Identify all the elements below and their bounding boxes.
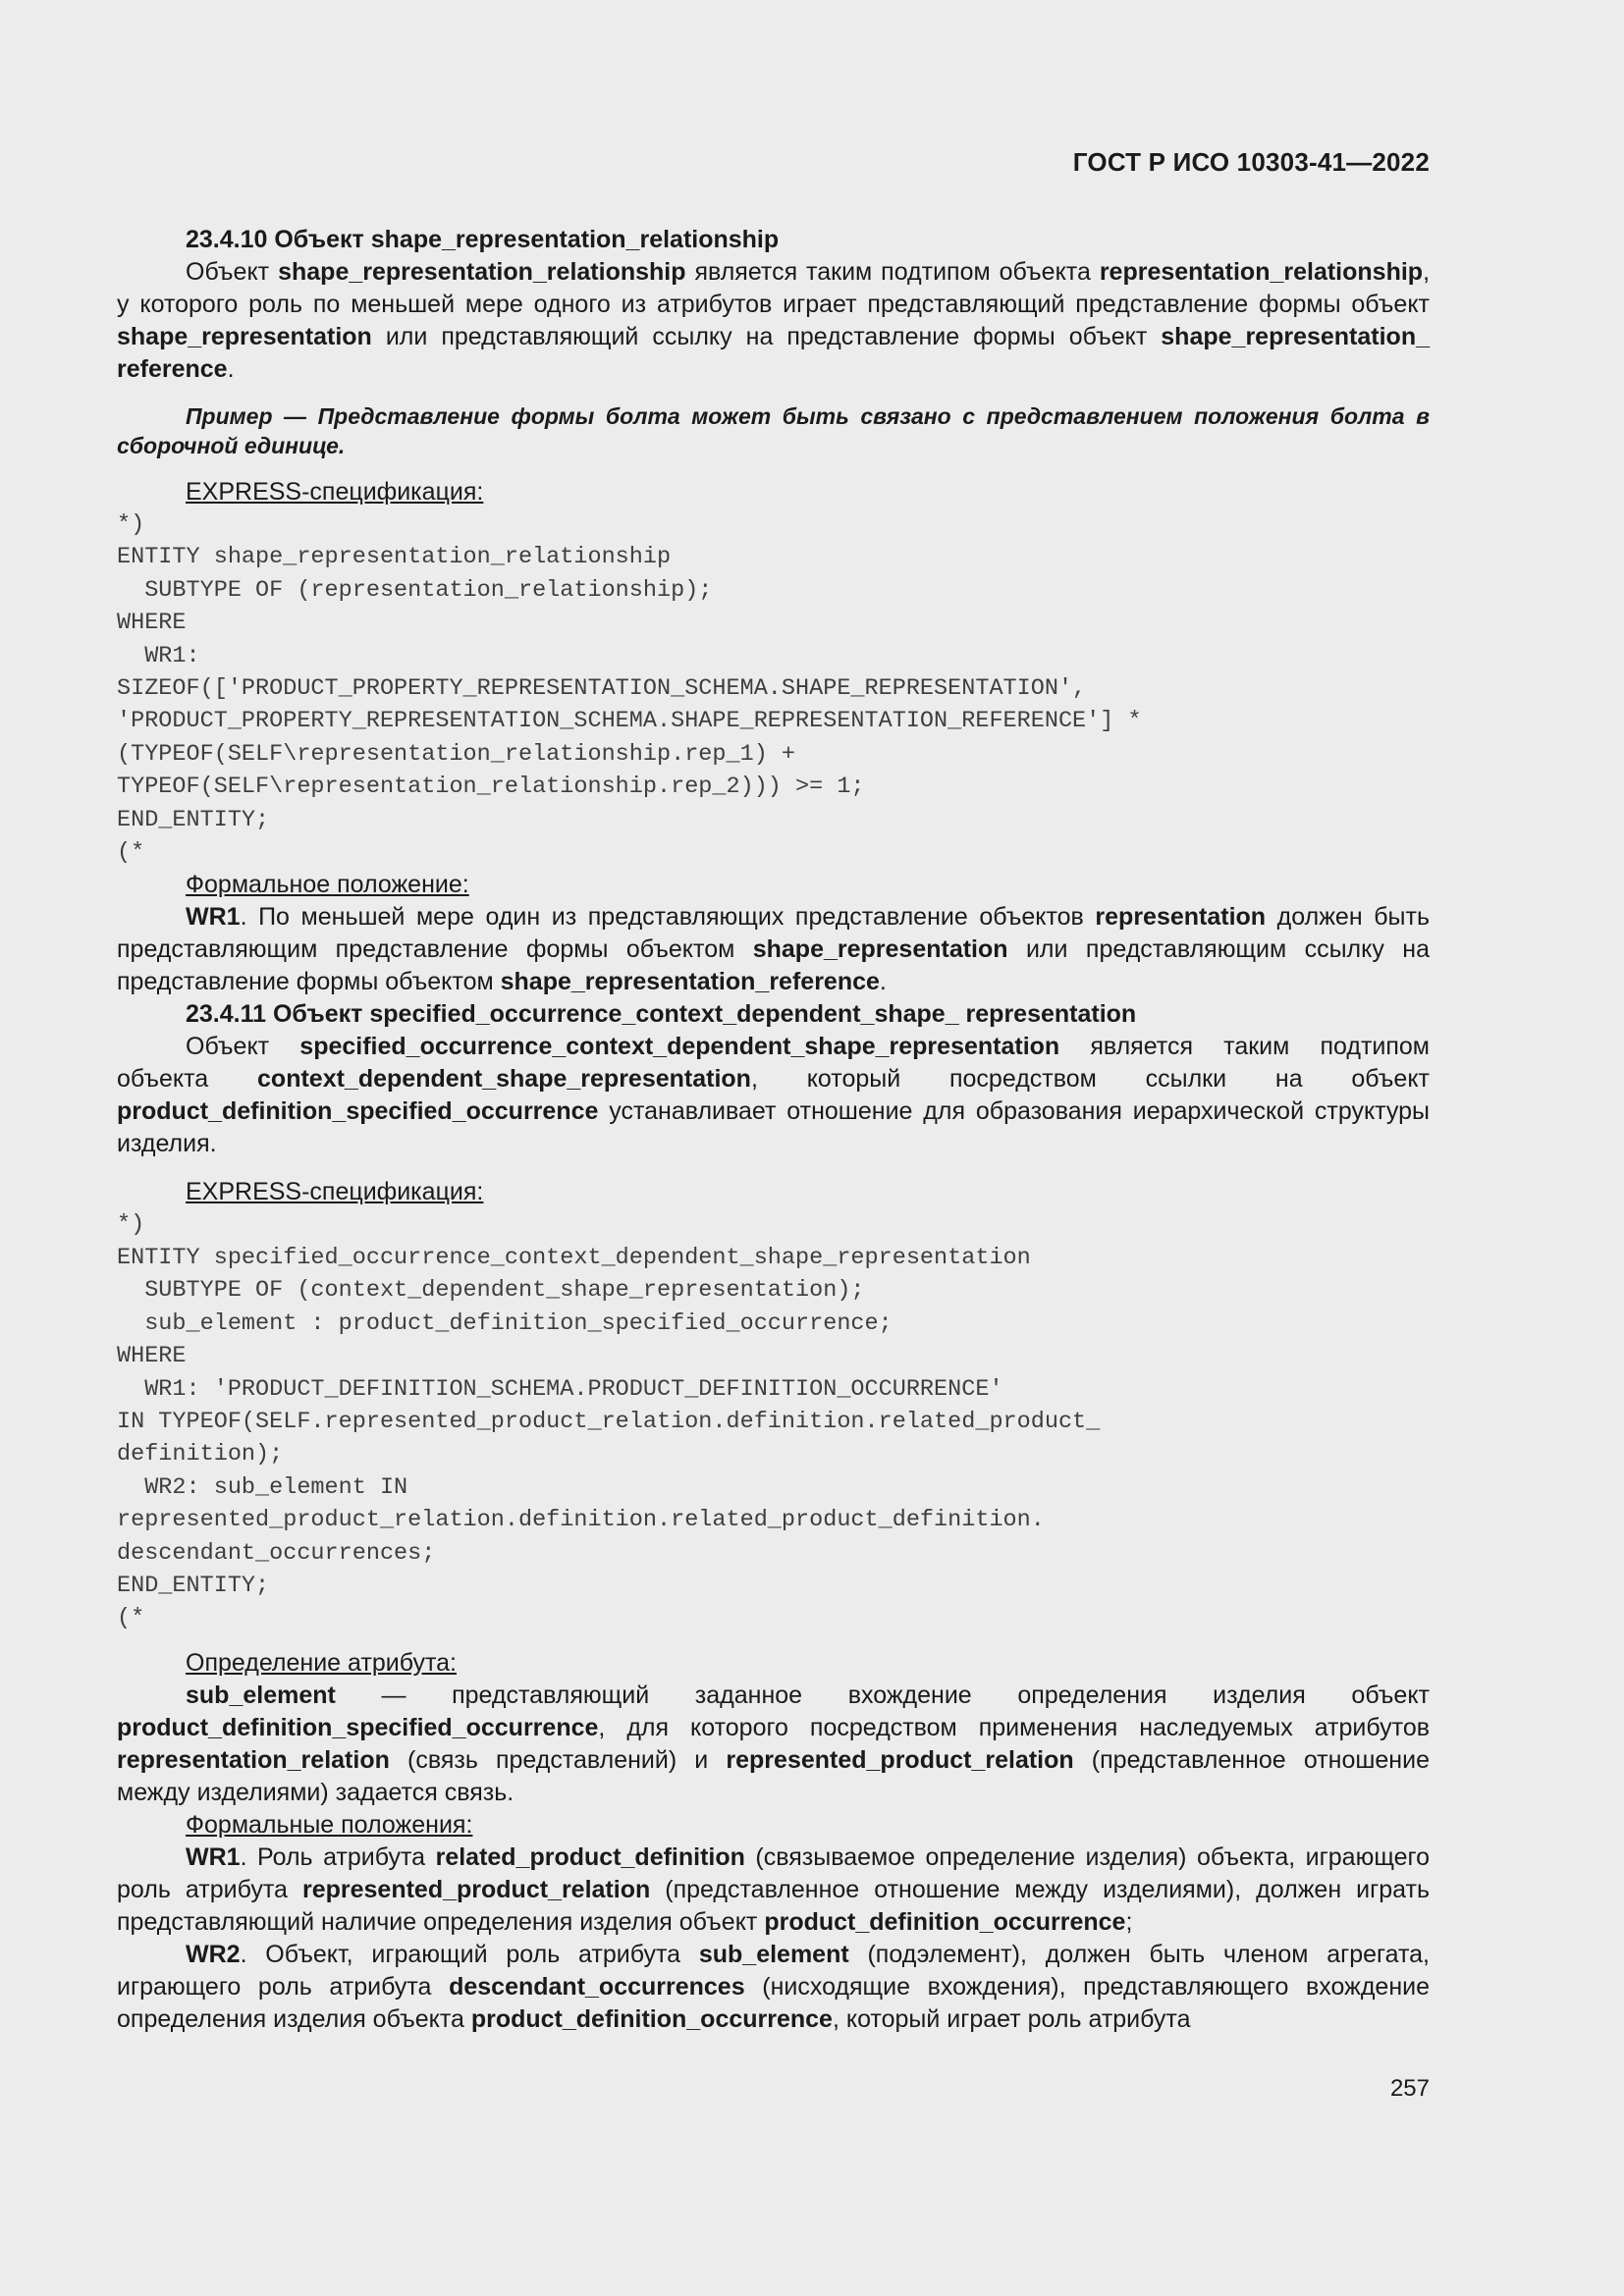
wr1-rule: WR1. Роль атрибута related_product_definition (связываемое определение изделия) объекта, играющего роль атрибута represented_product_relation (представленное отношение между изделиями), должен играть представляющий наличие определения изделия объект product_definition_occurrence; xyxy=(117,1842,1431,1936)
page-content xyxy=(117,224,1430,2036)
section-23-4-10-description: Объект shape_representation_relationship является таким подтипом объекта representation_relationship, у которого роль по меньшей мере одного из атрибутов играет представляющий представление формы объект shape_representation или представляющий ссылку на представление формы объект shape_representation_ reference. xyxy=(117,258,1431,383)
express-spec-label: EXPRESS-спецификация: xyxy=(186,478,484,506)
section-heading-23-4-10: 23.4.10 Объект shape_representation_relationship xyxy=(186,226,780,253)
express-code-block: *) ENTITY specified_occurrence_context_dependent_shape_representation SUBTYPE OF (context_dependent_shape_representation); sub_element : product_definition_specified_occurrence; WHERE WR1: 'PRODUCT_DEFINITION_SCHEMA.PRODUCT_DEFINITION_OCCURRENCE' IN TYPEOF(SELF.represented_product_relation.definition.related_product_ definition); WR2: sub_element IN represented_product_relation.definition.related_product_definition. descendant_occurrences; END_ENTITY; (* xyxy=(117,1211,1101,1632)
formal-proposition-label: Формальное положение: xyxy=(186,871,469,899)
attribute-definition-label: Определение атрибута: xyxy=(186,1648,457,1677)
section-23-4-11-description: Объект specified_occurrence_context_dependent_shape_representation является таким подтипом объекта context_dependent_shape_representation, который посредством ссылки на объект product_definition_specified_occurrence устанавливает отношение для образования иерархической структуры изделия. xyxy=(117,1033,1430,1158)
attribute-definition: sub_element — представляющий заданное вхождение определения изделия объект product_definition_specified_occurrence, для которого посредством применения наследуемых атрибутов representation_relation (связь представлений) и represented_product_relation (представленное отношение между изделиями) задается связь. xyxy=(117,1681,1430,1806)
section-heading-23-4-11: 23.4.11 Объект specified_occurrence_context_dependent_shape_ representation xyxy=(186,1000,1137,1029)
express-spec-label: EXPRESS-спецификация: xyxy=(186,1178,484,1206)
page-number: 257 xyxy=(1389,2075,1430,2102)
example-note: Пример — Представление формы болта может быть связано с представлением положения болта в сборочной единице. xyxy=(117,403,1430,458)
express-code-block: *) ENTITY shape_representation_relationship SUBTYPE OF (representation_relationship); WHERE WR1: SIZEOF(['PRODUCT_PROPERTY_REPRESENTATION_SCHEMA.SHAPE_REPRESENTATION', 'PRODUCT_PROPERTY_REPRESENTATION_SCHEMA.SHAPE_REPRESENTATION_REFERENCE'] * (TYPEOF(SELF\representation_relationship.rep_1) + TYPEOF(SELF\representation_relationship.rep_2))) >= 1; END_ENTITY; (* xyxy=(117,511,1142,867)
formal-propositions-label: Формальные положения: xyxy=(186,1810,473,1839)
wr1-rule: WR1. По меньшей мере один из представляющих представление объектов representation должен быть представляющим представление формы объектом shape_representation или представляющим ссылку на представление формы объектом shape_representation_reference. xyxy=(117,903,1430,996)
wr2-rule: WR2. Объект, играющий роль атрибута sub_element (подэлемент), должен быть членом агрегата, играющего роль атрибута descendant_occurrences (нисходящие вхождения), представляющего вхождение определения изделия объекта product_definition_occurrence, который играет роль атрибута xyxy=(117,1940,1431,2033)
document-header: ГОСТ Р ИСО 10303-41—2022 xyxy=(1072,147,1430,177)
